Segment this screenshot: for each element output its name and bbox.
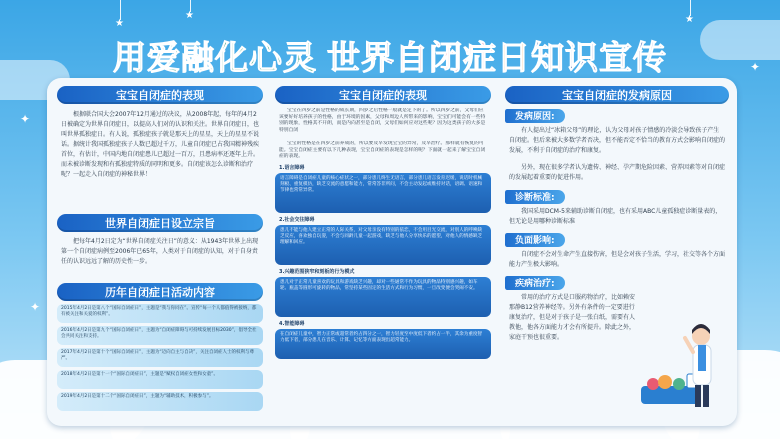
- left-banner-1: 宝宝自闭症的表现: [57, 86, 263, 104]
- left-banner-3: 历年自闭症日活动内容: [57, 283, 263, 301]
- cause-tag: 发病原因:: [505, 109, 565, 123]
- right-banner: 宝宝自闭症的发病原因: [505, 86, 729, 104]
- left-banner-2: 世界自闭症日设立宗旨: [57, 214, 263, 232]
- star-icon: ✦: [750, 60, 761, 74]
- right-column: [505, 86, 729, 418]
- list-item: 2019年4月2日是第十二个“国际自闭症日”，主题为“辅助技术，积极参与”。: [57, 392, 263, 411]
- title-part-2: 世界: [327, 38, 395, 77]
- middle-intro: 宝宝在四岁之前是性格的成长期，四岁之后性格一般就是定下的了。所以四岁之前，父母们应该要好好培养孩子的性格，由于环境的因素，父母和周边人所带来的影响，宝宝们可能会有一些特别的现象，性格其不开朗，而是内向甚至是自闭，父母们如何应对这些呢？因为这类孩子的大多是特别自闭: [279, 108, 486, 133]
- content-board: [47, 78, 737, 426]
- list-item: 2017年4月2日是第十个“国际自闭症日”，主题为“迈向自主与自决”，关注自闭症人士的权利与尊严。: [57, 348, 263, 367]
- star-icon: ★: [185, 10, 194, 21]
- doctor-illustration: [639, 314, 725, 414]
- star-icon: ✦: [20, 112, 31, 126]
- symptom-card: 患儿不能与他人建立正常的人际关系，对父母亲没有特别的依恋，不会用目光交流，对别人的呼唤缺乏反应，喜欢独自玩耍，不会与同龄儿童一起游戏，缺乏与他人分享快乐的愿望，对他人的情感缺乏理解和回应。: [275, 225, 491, 265]
- symptom-card: 在自闭症儿童中，智力正常或超常者约占四分之一，智力轻度至中度低下者约占一半，其余为重度智力低下者，部分患儿在音乐、计算、记忆等方面表现出超常能力。: [275, 329, 491, 359]
- treatment-tag: 疾病治疗:: [505, 276, 565, 290]
- star-icon: ★: [115, 18, 124, 29]
- section-heading: 4.智能障碍: [279, 321, 305, 327]
- cause-text: 有人提出过“冰箱父母”的理论，认为父母对孩子情感的冷淡会导致孩子产生自闭症。但后来被大多数学者否决，但不能否定不恰当的教育方式会影响自闭症的发展，不利于自闭症的治疗和康复。: [509, 127, 726, 154]
- middle-column: [275, 86, 491, 418]
- symptom-card: 患儿对于正常儿童喜欢的玩具和游戏缺乏兴趣，却对一些通常不作为玩具的物品特别感兴趣，如车轮、瓶盖等圆形可旋转的物品，常坚持某些固定的生活方式和行为习惯，一旦改变便会哭闹不安。: [275, 277, 491, 317]
- middle-intro-2: 宝宝的性格是在四岁之前养成的，所以要及早发现宝宝的异常，及早治疗。那样就有恢复的可能。宝宝自闭症主要有以下几种表现，宝宝自闭症的表现是怎样的呢？下面就一起来了解宝宝自闭症的表现。: [279, 141, 486, 159]
- section-heading: 1.语言障碍: [279, 165, 305, 171]
- treatment-text: 常用的治疗方式是口服药物治疗，比如赖安那静B12营养神经等。另外有条件的一定要进行康复治疗，但是对于孩子是一张白纸，需要有人教他，他各方面能力才会有所提升。除此之外，家庭干预也很重要。: [509, 294, 636, 341]
- star-icon: ★: [685, 14, 694, 25]
- title-part-5: 知识宣传: [531, 38, 667, 77]
- list-item: 2016年4月2日是第九个“国际自闭症日”，主题为“自闭症障碍与可持续发展目标2030”，倡导全社会共同关注和支持。: [57, 326, 263, 345]
- list-item: 2018年4月2日是第十一个“国际自闭症日”，主题是“赋权自闭症女性和女童”。: [57, 370, 263, 389]
- title-part-1: 用爱融化心灵: [113, 38, 317, 77]
- impact-tag: 负面影响:: [505, 233, 565, 247]
- title-part-3: 自闭症: [395, 38, 497, 77]
- cause-text-2: 另外，现在很多学者认为遗传、神经、孕产期危险因素、营养因素等对自闭症的发展起着重要的促进作用。: [509, 164, 726, 181]
- list-item: 2015年4月2日是第八个“国际自闭症日”，主题是“我与你同在”。宣传“每一个人都值得被接纳，都有被关注和关爱的权利”。: [57, 304, 263, 323]
- page-title: [0, 32, 780, 79]
- title-part-4: 日: [497, 38, 531, 77]
- activity-list: [57, 304, 263, 411]
- hanging-string: [120, 0, 121, 20]
- middle-banner: 宝宝自闭症的表现: [275, 86, 491, 104]
- left-column: [57, 86, 263, 418]
- star-icon: ✦: [30, 300, 41, 314]
- purpose-text: 把每年4月2日定为“世界自闭症关注日”的意义：从1943年世界上出现第一个自闭症病例至2006年已65年，人类对于自闭症的认知，对于自身责任的认识远远了解的历史性一步。: [61, 238, 259, 265]
- section-heading: 3.兴趣范围狭窄和刻板的行为模式: [279, 269, 355, 275]
- section-heading: 2.社会交往障碍: [279, 217, 315, 223]
- symptom-card: 语言障碍是自闭症儿童的核心症状之一，部分患儿终生无语言，部分患儿语言发育迟缓，说话时机械刻板、重复模仿，缺乏交流的意愿和能力，常常答非所问，不会主动发起或维持对话，语调、语速和节律也常常异常。: [275, 173, 491, 213]
- intro-text: 根据联合国大会2007年12月通过的决议，从2008年起，每年的4月2日被确定为世界自闭症日，以提高人们对的认识和关注。世界自闭症日，也叫世界孤独症日。有人说，孤独症孩子就是那天上的星星，天上的星星不说话。据统计我国孤独症孩子人数已超过千万，儿童自闭症已占我国精神残疾首位，有估计，中国内地自闭症患儿已超过一百万，且患病率还逐年上升。而未被诊断发现和有孤独症特质的同明和更多。自闭症该怎么诊断和治疗呢？一起走入自闭症的神秘世界！: [61, 111, 260, 178]
- diagnosis-text: 我国采用DCM-5来辅助诊断自闭症，也有采用ABC儿童孤独症诊断量表的，但无论是用哪种诊断标准: [509, 208, 722, 225]
- impact-text: 自闭症不会对生命产生直接伤害，但是会对孩子生活，学习，社交等各个方面能力产生极大影响。: [509, 251, 726, 268]
- diagnosis-tag: 诊断标准:: [505, 190, 565, 204]
